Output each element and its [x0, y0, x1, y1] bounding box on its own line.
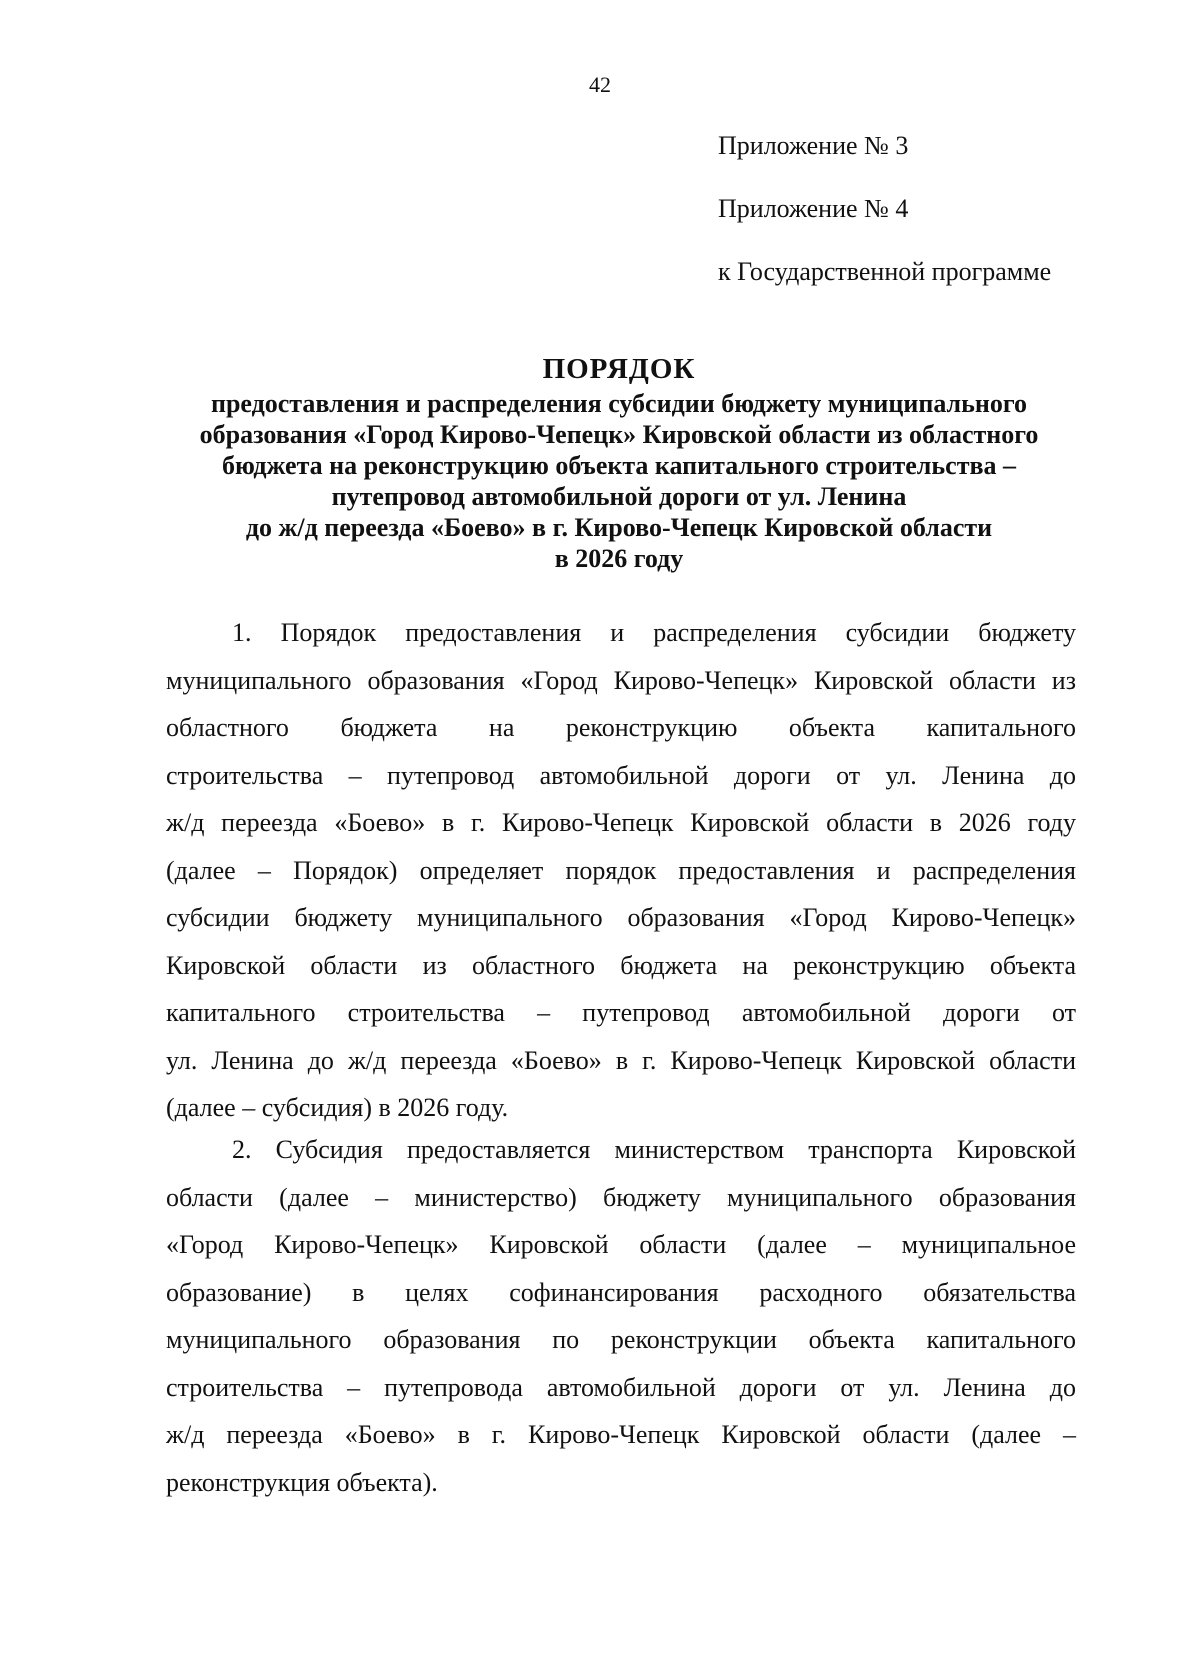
paragraph-line: ул. Ленина до ж/д переезда «Боево» в г. Кирово-Чепецк Кировской области [166, 1045, 1076, 1075]
paragraph-2 [166, 1126, 1076, 1506]
paragraph-line: 2. Субсидия предоставляется министерством транспорта Кировской [232, 1135, 1076, 1164]
paragraph-line: капитального строительства – путепровод автомобильной дороги от [166, 998, 1076, 1027]
paragraph-line: Кировской области из областного бюджета на реконструкцию объекта [166, 950, 1076, 980]
paragraph-line: (далее – Порядок) определяет порядок предоставления и распределения [166, 855, 1076, 885]
paragraph-line: образование) в целях софинансирования расходного обязательства [166, 1277, 1076, 1307]
paragraph-line: областного бюджета на реконструкцию объекта капитального [166, 713, 1076, 742]
paragraph-line: субсидии бюджету муниципального образования «Город Кирово-Чепецк» [166, 903, 1076, 932]
subtitle-line: предоставления и распределения субсидии бюджету муниципального [210, 389, 1028, 418]
subtitle-line: бюджета на реконструкцию объекта капитального строительства – [221, 451, 1016, 480]
page-number: 42 [589, 72, 611, 97]
paragraph-line: «Город Кирово-Чепецк» Кировской области (далее – муниципальное [166, 1230, 1076, 1259]
paragraph-line: муниципального образования «Город Кирово-Чепецк» Кировской области из [166, 665, 1076, 695]
paragraph-line: ж/д переезда «Боево» в г. Кирово-Чепецк Кировской области в 2026 году [166, 808, 1076, 837]
paragraph-line: строительства – путепровод автомобильной дороги от ул. Ленина до [166, 760, 1076, 790]
annex-reference: к Государственной программе [718, 257, 1052, 286]
paragraph-line: ж/д переезда «Боево» в г. Кирово-Чепецк Кировской области (далее – [166, 1420, 1076, 1449]
subtitle-line: до ж/д переезда «Боево» в г. Кирово-Чепецк Кировской области [245, 513, 993, 542]
subtitle-line: образования «Город Кирово-Чепецк» Кировской области из областного [199, 420, 1039, 449]
subtitle-line: путепровод автомобильной дороги от ул. Ленина [331, 482, 907, 511]
paragraph-1 [166, 609, 1076, 1132]
document-subtitle [0, 388, 1200, 574]
paragraph-line: реконструкция объекта). [166, 1467, 438, 1497]
paragraph-line: (далее – субсидия) в 2026 году. [166, 1093, 509, 1122]
annex-label-4: Приложение № 4 [718, 194, 909, 223]
paragraph-line: строительства – путепровода автомобильной дороги от ул. Ленина до [166, 1372, 1076, 1402]
paragraph-line: 1. Порядок предоставления и распределения субсидии бюджету [232, 618, 1076, 647]
document-title: ПОРЯДОК [542, 353, 696, 385]
paragraph-line: области (далее – министерство) бюджету муниципального образования [166, 1182, 1076, 1212]
annex-label-3: Приложение № 3 [718, 131, 909, 160]
paragraph-line: муниципального образования по реконструкции объекта капитального [166, 1325, 1076, 1354]
subtitle-line: в 2026 году [554, 544, 684, 573]
